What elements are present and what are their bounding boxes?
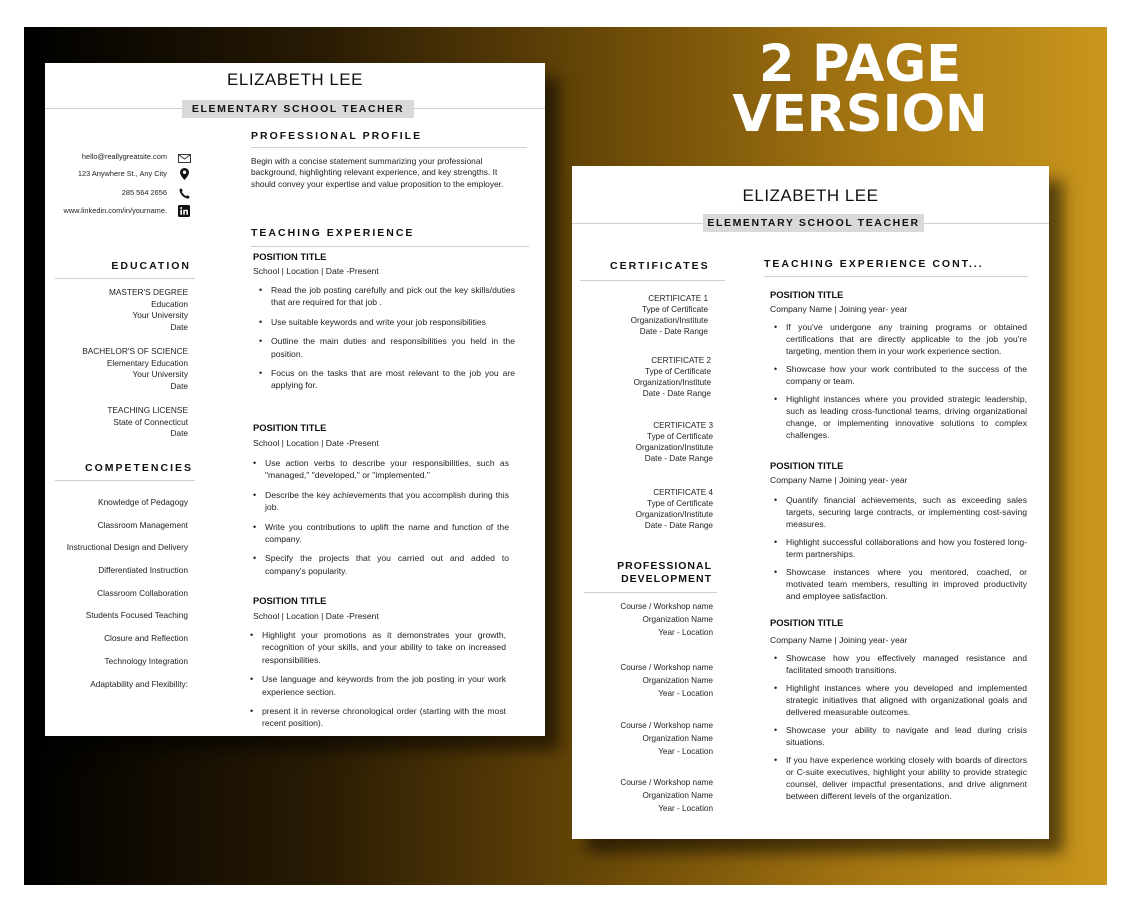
prof-dev-rule [584, 592, 717, 593]
bullet-item: • present it in reverse chronological order (starting with the most recent position). [250, 705, 506, 730]
position-bullets [774, 494, 1027, 608]
position-title: POSITION TITLE [770, 460, 844, 471]
position-title: POSITION TITLE [253, 595, 327, 606]
certificate-date: Date - Date Range [644, 454, 713, 463]
position-subtitle: School | Location | Date -Present [253, 266, 379, 276]
degree-school: Your University [132, 369, 188, 380]
competency-item: Closure and Reflection [104, 633, 188, 644]
course-name: Course / Workshop name [620, 602, 713, 611]
banner-line-1: 2 PAGE [758, 35, 962, 94]
profile-rule [251, 147, 527, 148]
prof-dev-heading-line-1: PROFESSIONAL [617, 560, 712, 572]
prof-dev-entry-3 [585, 719, 713, 758]
course-name: Course / Workshop name [620, 721, 713, 730]
candidate-name: ELIZABETH LEE [742, 186, 879, 205]
position-subtitle: School | Location | Date -Present [253, 438, 379, 448]
degree-date: Date [170, 321, 188, 332]
certificate-entry-2 [583, 355, 711, 399]
bullet-item: • Showcase how your work contributed to the success of the company or team. [774, 363, 1027, 387]
degree-date: Date [170, 380, 188, 391]
course-org: Organization Name [642, 734, 713, 743]
competency-item: Students Focused Teaching [85, 610, 188, 621]
education-rule [55, 278, 195, 279]
address-text: 123 Anywhere St., Any City [77, 169, 167, 178]
prof-dev-entry-4 [585, 776, 713, 815]
experience-cont-rule [764, 276, 1028, 277]
position-bullets [250, 629, 506, 736]
certificate-name: CERTIFICATE 2 [651, 356, 711, 365]
certificate-org: Organization/Institute [630, 316, 708, 325]
course-name: Course / Workshop name [620, 778, 713, 787]
resume-page-1 [45, 63, 545, 736]
certificate-org: Organization/Institute [635, 510, 713, 519]
experience-heading: TEACHING EXPERIENCE [251, 227, 415, 239]
position-title: POSITION TITLE [770, 617, 844, 628]
position-bullets [774, 321, 1027, 447]
education-entry-3 [45, 405, 188, 440]
phone-icon [177, 187, 191, 199]
degree-field: Education [151, 298, 188, 309]
job-title-bar: ELEMENTARY SCHOOL TEACHER [703, 214, 924, 232]
competency-item: Classroom Collaboration [97, 587, 188, 598]
competencies-heading: COMPETENCIES [84, 462, 193, 474]
envelope-icon [177, 152, 191, 164]
prof-dev-entry-2 [585, 661, 713, 700]
bullet-item: • Focus on the tasks that are most relevant to the job you are applying for. [259, 367, 515, 392]
certificate-type: Type of Certificate [647, 432, 713, 441]
position-subtitle: Company Name | Joining year- year [770, 635, 908, 645]
candidate-name: ELIZABETH LEE [227, 70, 363, 89]
education-entry-1 [45, 287, 188, 333]
version-banner [705, 35, 1015, 144]
education-entry-2 [45, 346, 188, 392]
profile-heading: PROFESSIONAL PROFILE [251, 130, 423, 142]
certificate-date: Date - Date Range [639, 327, 708, 336]
position-bullets [253, 457, 509, 584]
competency-item: Adaptability and Flexibility: [90, 678, 188, 689]
prof-dev-heading-line-2: DEVELOPMENT [621, 573, 712, 585]
competencies-rule [55, 480, 195, 481]
degree-name: TEACHING LICENSE [107, 405, 188, 415]
bullet-item: • Highlight your promotions as it demonstrates your growth, recognition of your skills, and your ability to take on increased responsibilities. [250, 629, 506, 666]
bullet-item: • Use suitable keywords and write your job responsibilities [259, 316, 515, 328]
bullet-item: • Read the job posting carefully and pick out the key skills/duties that are required for that job . [259, 284, 515, 309]
competency-item: Instructional Design and Delivery [66, 542, 188, 553]
bullet-item: • Highlight instances where you developed and implemented strategic initiatives that aligned with organizational goals and delivered measurable outcomes. [774, 682, 1027, 718]
degree-field: State of Connecticut [113, 416, 188, 427]
position-bullets [774, 652, 1027, 808]
email-text[interactable]: hello@reallygreatsite.com [81, 152, 167, 161]
bullet-item: • Outline the main duties and responsibilities you held in the position. [259, 335, 515, 360]
competencies-list [45, 497, 188, 701]
position-title: POSITION TITLE [770, 289, 844, 300]
certificate-date: Date - Date Range [644, 521, 713, 530]
prof-dev-heading [572, 560, 712, 586]
experience-rule [251, 246, 529, 247]
banner-line-2: VERSION [732, 85, 988, 144]
position-title: POSITION TITLE [253, 422, 327, 433]
bullet-item: • Highlight instances where you provided strategic leadership, such as leading cross-functional teams, driving organizational change, or implementing innovative solutions to complex challenges. [774, 393, 1027, 441]
course-year: Year - Location [658, 689, 713, 698]
resume-page-2 [572, 166, 1049, 839]
phone-text: 285 564 2656 [121, 188, 167, 197]
course-org: Organization Name [642, 676, 713, 685]
competency-item: Differentiated Instruction [98, 565, 188, 576]
bullet-item: • Use language and keywords from the job posting in your work experience section. [250, 673, 506, 698]
bullet-item: • If you have experience working closely with boards of directors or C-suite executives, highlight your ability to provide strategic counsel, deliver impactful presentations, and drive alignment between different levels of the organization. [774, 754, 1027, 802]
certificate-name: CERTIFICATE 3 [653, 421, 713, 430]
certificate-entry-4 [585, 487, 713, 531]
bullet-item: • Showcase how you effectively managed resistance and facilitated smooth transitions. [774, 652, 1027, 676]
experience-cont-heading: TEACHING EXPERIENCE CONT... [764, 258, 984, 270]
job-title-bar: ELEMENTARY SCHOOL TEACHER [182, 100, 414, 118]
position-subtitle: School | Location | Date -Present [253, 611, 379, 621]
course-year: Year - Location [658, 628, 713, 637]
profile-text: Begin with a concise statement summarizing your professional background, highlighting relevant experience, and key strengths. It should convey your expertise and value proposition to the employer. [251, 156, 504, 189]
certificate-date: Date - Date Range [642, 389, 711, 398]
certificate-entry-1 [580, 293, 708, 337]
degree-school: Your University [132, 310, 188, 321]
bullet-item: • Specify the projects that you carried out and added to company's popularity. [253, 552, 509, 577]
degree-date: Date [170, 428, 188, 439]
certificate-org: Organization/Institute [635, 443, 713, 452]
education-heading: EDUCATION [111, 260, 191, 272]
certificate-name: CERTIFICATE 4 [653, 488, 713, 497]
certificate-org: Organization/Institute [633, 378, 711, 387]
prof-dev-entry-1 [585, 600, 713, 639]
bullet-item: • Write you contributions to uplift the name and function of the company. [253, 521, 509, 546]
certificate-entry-3 [585, 420, 713, 464]
competency-item: Technology Integration [104, 655, 188, 666]
course-year: Year - Location [658, 747, 713, 756]
certificate-type: Type of Certificate [642, 305, 708, 314]
certificate-type: Type of Certificate [645, 367, 711, 376]
position-subtitle: Company Name | Joining year- year [770, 475, 908, 485]
competency-item: Classroom Management [97, 519, 188, 530]
position-title: POSITION TITLE [253, 251, 327, 262]
degree-field: Elementary Education [106, 357, 188, 368]
competency-item: Knowledge of Pedagogy [98, 497, 188, 507]
bullet-item: • Describe the key achievements that you accomplish during this job. [253, 489, 509, 514]
certificates-rule [580, 280, 725, 281]
course-year: Year - Location [658, 804, 713, 813]
bullet-item: • Use action verbs to describe your responsibilities, such as "managed," "developed," or "implemented." [253, 457, 509, 482]
degree-name: MASTER'S DEGREE [108, 287, 188, 297]
course-org: Organization Name [642, 791, 713, 800]
certificate-type: Type of Certificate [647, 499, 713, 508]
course-name: Course / Workshop name [620, 663, 713, 672]
degree-name: BACHELOR'S OF SCIENCE [82, 346, 188, 356]
linkedin-text[interactable]: www.linkedin.com/in/yourname. [63, 206, 167, 215]
course-org: Organization Name [642, 615, 713, 624]
position-bullets [259, 284, 515, 399]
location-pin-icon [177, 168, 191, 180]
bullet-item: • Showcase your ability to navigate and lead during crisis situations. [774, 724, 1027, 748]
bullet-item: • Showcase instances where you mentored, coached, or motivated team members, resulting in improved productivity and employee satisfaction. [774, 566, 1027, 602]
bullet-item: • Quantify financial achievements, such as exceeding sales targets, securing large contracts, or implementing cost-saving measures. [774, 494, 1027, 530]
linkedin-icon [177, 205, 191, 217]
bullet-item: • If you've undergone any training programs or obtained certifications that are directly applicable to the job you're targeting, mention them in your work experience section. [774, 321, 1027, 357]
bullet-item: • Highlight successful collaborations and how you fostered long-term partnerships. [774, 536, 1027, 560]
certificates-heading: CERTIFICATES [610, 260, 710, 272]
position-subtitle: Company Name | Joining year- year [770, 304, 908, 314]
certificate-name: CERTIFICATE 1 [648, 294, 708, 303]
